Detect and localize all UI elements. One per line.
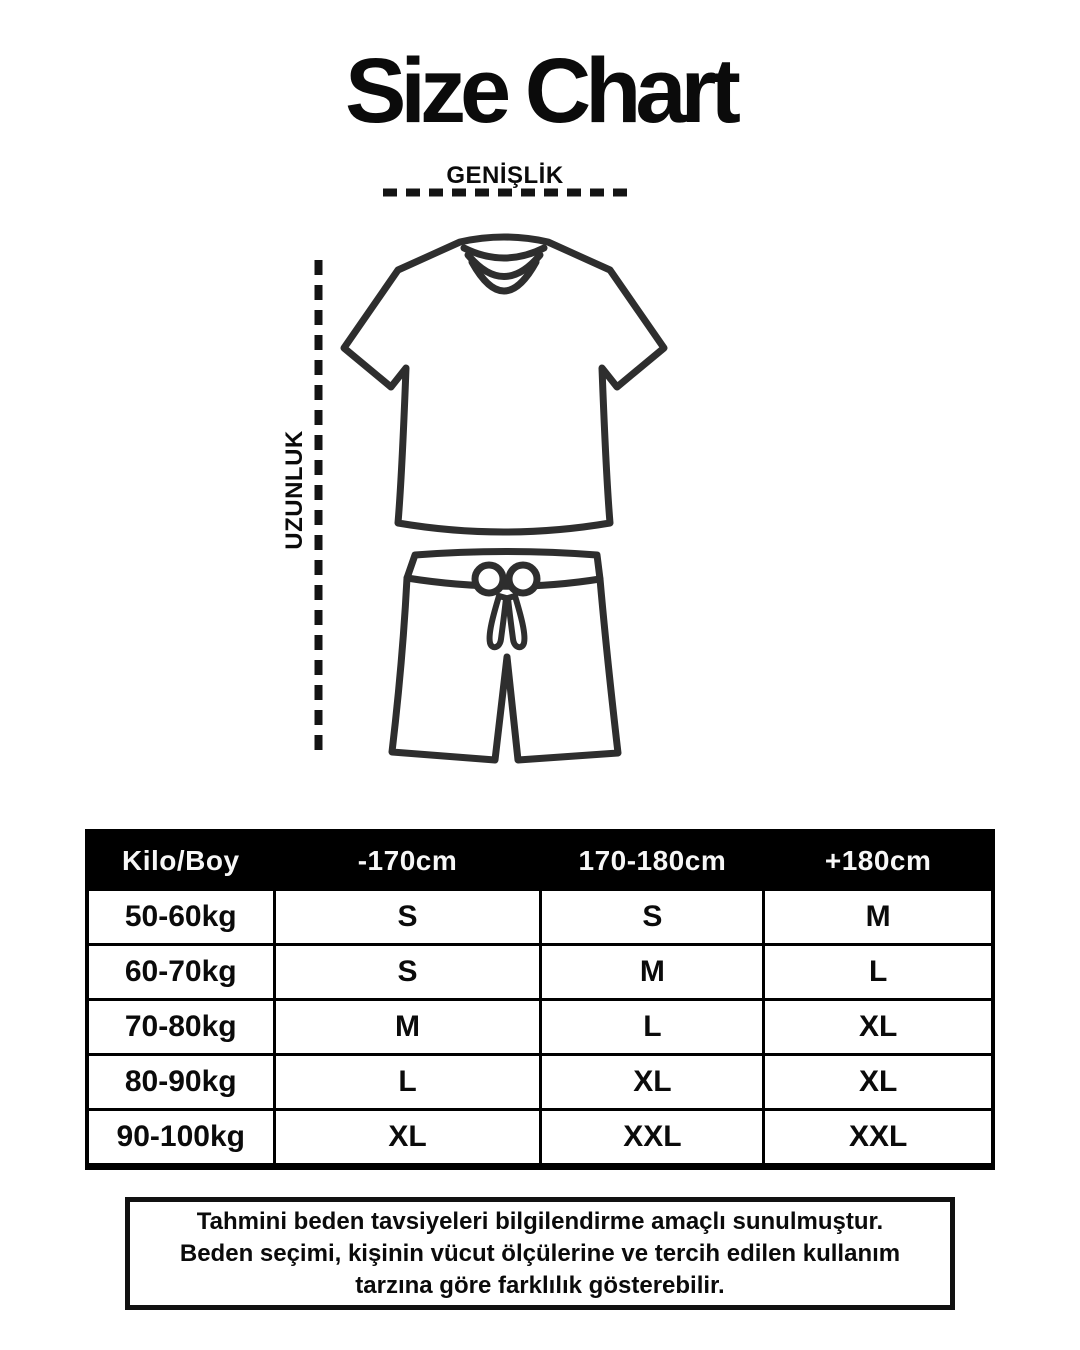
- disclaimer-line: Beden seçimi, kişinin vücut ölçülerine ve tercih edilen kullanım: [179, 1239, 901, 1267]
- size-cell: XXL: [542, 1111, 762, 1163]
- row-label-cell: 90-100kg: [89, 1111, 273, 1163]
- size-cell: L: [765, 946, 991, 998]
- size-cell: L: [542, 1001, 762, 1053]
- page-title: Size Chart: [345, 40, 735, 142]
- disclaimer-line: tarzına göre farklılık gösterebilir.: [355, 1271, 725, 1299]
- header-cell-170-180: 170-180cm: [542, 833, 762, 888]
- shorts-icon: [383, 546, 625, 770]
- length-dashed-line-icon: [314, 256, 323, 758]
- size-cell: XXL: [765, 1111, 991, 1163]
- size-cell: XL: [765, 1056, 991, 1108]
- row-label-cell: 70-80kg: [89, 1001, 273, 1053]
- tshirt-icon: [336, 230, 672, 542]
- header-cell-kilo-boy: Kilo/Boy: [89, 833, 273, 888]
- size-cell: S: [542, 891, 762, 943]
- row-label-cell: 80-90kg: [89, 1056, 273, 1108]
- width-measure-label: GENİŞLİK: [446, 162, 564, 189]
- size-cell: M: [542, 946, 762, 998]
- size-cell: XL: [765, 1001, 991, 1053]
- width-dashed-line-icon: [378, 188, 638, 197]
- row-label-cell: 50-60kg: [89, 891, 273, 943]
- size-cell: XL: [276, 1111, 540, 1163]
- size-cell: S: [276, 946, 540, 998]
- header-cell-under-170: -170cm: [276, 833, 540, 888]
- size-cell: L: [276, 1056, 540, 1108]
- size-table: [85, 829, 995, 1170]
- disclaimer-line: Tahmini beden tavsiyeleri bilgilendirme amaçlı sunulmuştur.: [196, 1207, 884, 1235]
- length-measure-label: UZUNLUK: [281, 430, 308, 550]
- size-cell: M: [765, 891, 991, 943]
- size-cell: M: [276, 1001, 540, 1053]
- size-cell: S: [276, 891, 540, 943]
- header-cell-over-180: +180cm: [765, 833, 991, 888]
- size-cell: XL: [542, 1056, 762, 1108]
- row-label-cell: 60-70kg: [89, 946, 273, 998]
- disclaimer-box: [125, 1197, 955, 1310]
